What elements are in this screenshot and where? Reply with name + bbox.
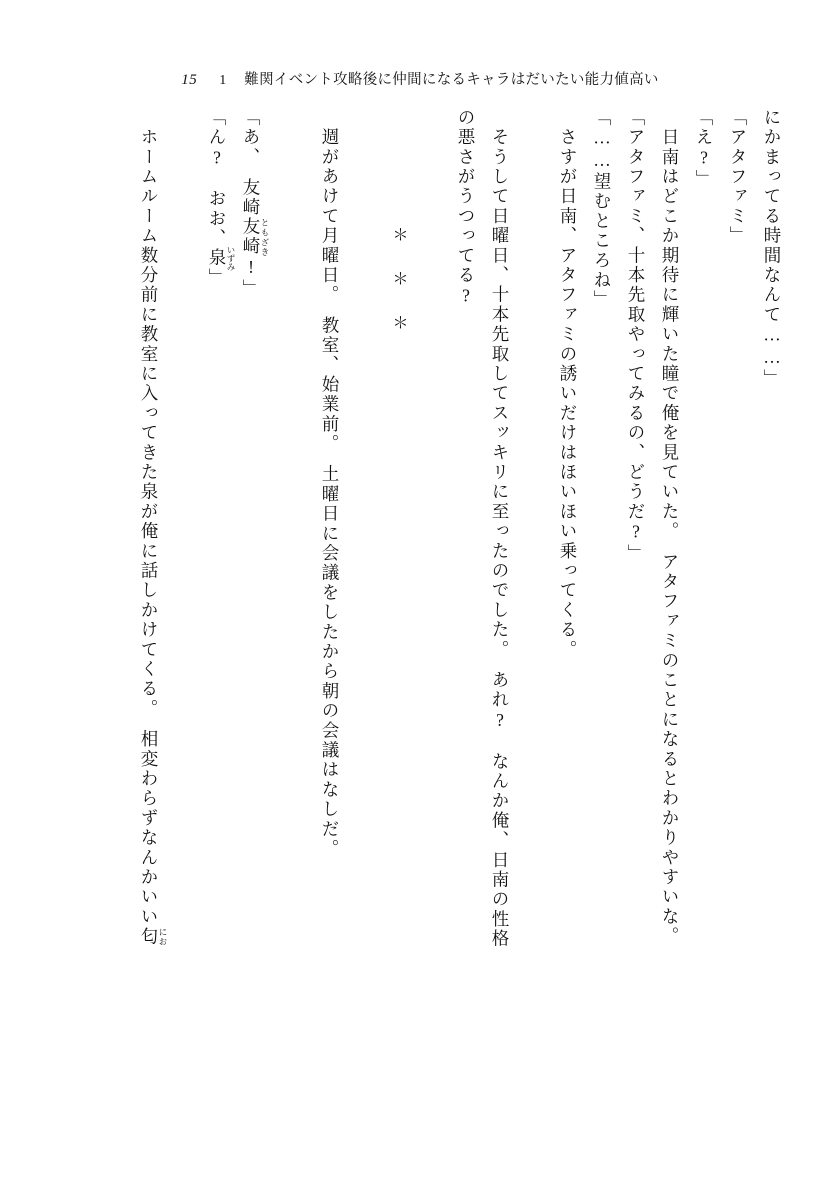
text-column-ruby: ホームルーム数分前に教室に入ってきた泉が俺に話しかけてくる。 相変わらずなんかいい匂 にお [139,108,168,947]
text-column-blank [338,108,372,1108]
text-column: 日南はどこか期待に輝いた瞳で俺を見ていた。 アタファミのことになるとわかりやすいな。 [660,108,680,947]
text-column-blank [406,108,440,1108]
text-column: の悪さがうつってる? [456,108,476,308]
text-column: 「アタファミ」 [728,108,748,246]
ruby-annotation: 泉 いずみ [207,245,236,272]
text-column: そうして日曜日、十本先取してスッキリに至ったのでした。 あれ? なんか俺、日南の性格 [490,108,510,949]
text-column: 週があけて月曜日。 教室、始業前。 土曜日に会議をしたから朝の会議はなしだ。 [320,108,340,859]
text-column: 「アタファミ、十本先取やってみるの、どうだ?」 [626,108,646,564]
ruby-annotation: 友崎 ともざき [241,217,270,257]
text-column-blank [508,108,542,1108]
text-column: さすが日南、アタファミの誘いだけはほいほい乗ってくる。 [558,108,578,660]
chapter-number: 1 [219,73,227,88]
text-column: 「え?」 [694,108,714,190]
scene-break-marker: ＊ ＊ ＊ [390,226,407,336]
text-column: にかまってる時間なんて……」 [762,108,782,389]
text-column-blank [270,108,304,1108]
text-column-ruby: 「ん? おお、泉 いずみ」 [207,108,236,288]
text-column-ruby: 「あ、 友崎友崎 ともざき!」 [241,108,270,299]
text-column-blank [168,108,202,1108]
page-number: 15 [181,72,198,88]
running-head [0,68,840,92]
chapter-title: 難関イベント攻略後に仲間になるキャラはだいたい能力値高い [244,72,659,88]
ruby-annotation: 匂 にお [139,926,168,947]
page-body [60,108,780,1118]
text-column: 「……望むところね」 [592,108,612,310]
